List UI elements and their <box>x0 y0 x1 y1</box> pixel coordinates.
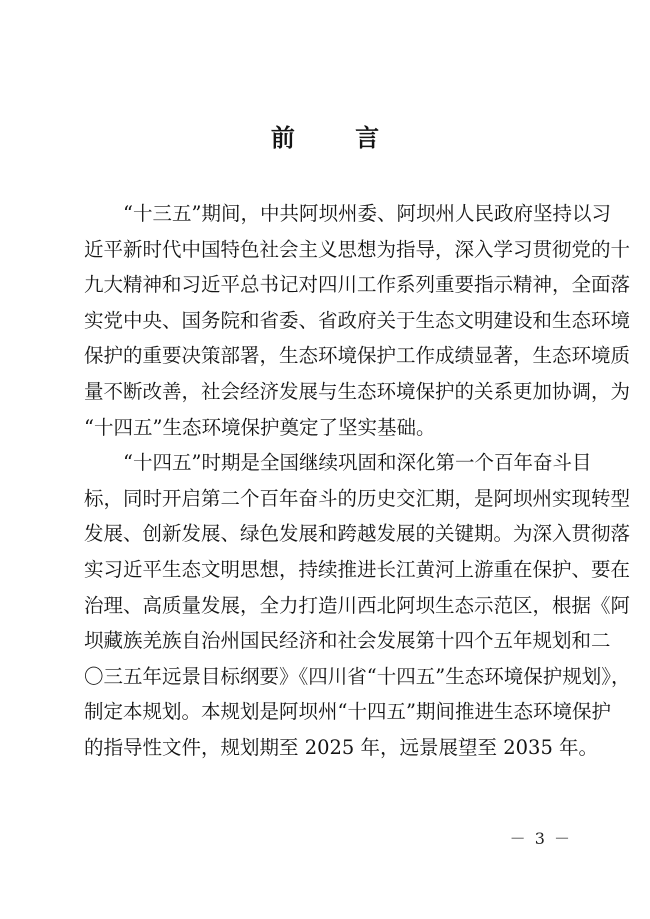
paragraph-2-line-6: 坝藏族羌族自治州国民经济和社会发展第十四个五年规划和二 <box>84 629 611 653</box>
paragraph-1-line-5: 保护的重要决策部署，生态环境保护工作成绩显著，生态环境质 <box>84 344 631 368</box>
paragraph-1-line-3: 九大精神和习近平总书记对四川工作系列重要指示精神，全面落 <box>84 273 631 297</box>
paragraph-2-line-7: 〇三五年远景目标纲要》《四川省“十四五”生态环境保护规划》， <box>84 664 631 688</box>
paragraph-2-line-8: 制定本规划。本规划是阿坝州“十四五”期间推进生态环境保护 <box>84 700 611 724</box>
paragraph-2-line-1: “十四五”时期是全国继续巩固和深化第一个百年奋斗目 <box>123 451 592 475</box>
paragraph-1-line-1: “十三五”期间，中共阿坝州委、阿坝州人民政府坚持以习 <box>123 202 611 225</box>
paragraph-2-line-4: 实习近平生态文明思想，持续推进长江黄河上游重在保护、要在 <box>84 557 631 581</box>
paragraph-1-line-7: “十四五”生态环境保护奠定了坚实基础。 <box>84 415 436 439</box>
paragraph-1-line-6: 量不断改善，社会经济发展与生态环境保护的关系更加协调，为 <box>84 379 631 403</box>
paragraph-2-line-5: 治理、高质量发展，全力打造川西北阿坝生态示范区，根据《阿 <box>84 593 631 617</box>
paragraph-2-line-3: 发展、创新发展、绿色发展和跨越发展的关键期。为深入贯彻落 <box>84 522 631 546</box>
preface-body <box>84 196 631 766</box>
paragraph-2-line-9: 的指导性文件，规划期至 2025 年，远景展望至 2035 年。 <box>84 735 599 759</box>
paragraph-1-line-2: 近平新时代中国特色社会主义思想为指导，深入学习贯彻党的十 <box>84 237 631 261</box>
page-number: － 3 － <box>509 829 572 848</box>
paragraph-1-line-4: 实党中央、国务院和省委、省政府关于生态文明建设和生态环境 <box>84 308 631 332</box>
page-title: 前 言 <box>270 124 406 152</box>
paragraph-2-line-2: 标，同时开启第二个百年奋斗的历史交汇期，是阿坝州实现转型 <box>84 486 631 510</box>
